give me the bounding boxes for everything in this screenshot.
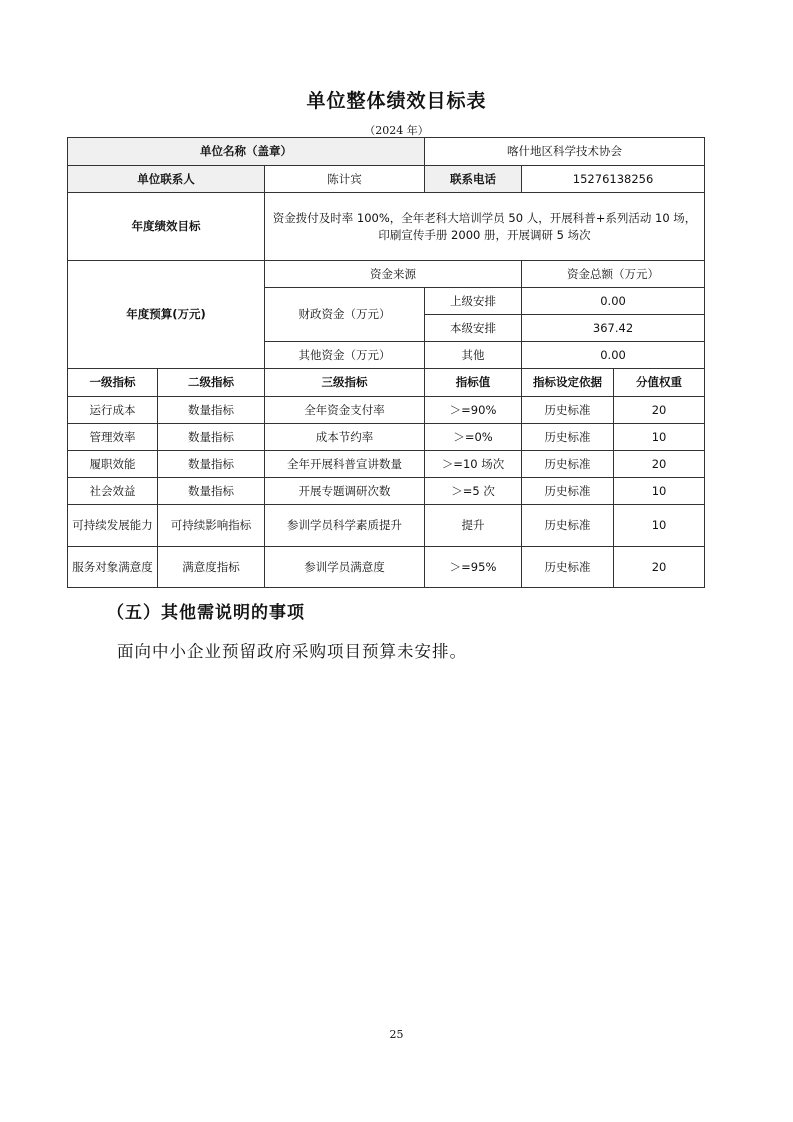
weight-cell: 20 xyxy=(614,547,705,588)
level2-cell: 满意度指标 xyxy=(158,547,265,588)
other-label: 其他资金（万元） xyxy=(265,342,425,369)
value-cell: ＞=0% xyxy=(425,424,522,451)
section-text: 面向中小企业预留政府采购项目预算未安排。 xyxy=(117,642,467,661)
level3-cell: 全年开展科普宣讲数量 xyxy=(265,451,425,478)
header-level1: 一级指标 xyxy=(68,369,158,397)
level1-cell: 履职效能 xyxy=(68,451,158,478)
goal-label: 年度绩效目标 xyxy=(68,193,265,261)
upper-value: 0.00 xyxy=(522,288,705,315)
total-header: 资金总额（万元） xyxy=(522,261,705,288)
header-level2: 二级指标 xyxy=(158,369,265,397)
unit-name-row xyxy=(68,138,705,166)
other-value: 0.00 xyxy=(522,342,705,369)
year-label: （2024 年） xyxy=(364,124,429,137)
table-row xyxy=(68,547,705,588)
header-basis: 指标设定依据 xyxy=(522,369,614,397)
goal-text-line1: 资金拨付及时率 100%，全年老科大培训学员 50 人，开展科普+系列活动 10 场， xyxy=(272,210,697,225)
basis-cell: 历史标准 xyxy=(522,451,614,478)
page-number: 25 xyxy=(389,1028,404,1041)
value-cell: ＞=95% xyxy=(425,547,522,588)
basis-cell: 历史标准 xyxy=(522,478,614,505)
level2-cell: 数量指标 xyxy=(158,451,265,478)
level2-cell: 数量指标 xyxy=(158,424,265,451)
weight-cell: 10 xyxy=(614,505,705,547)
level2-cell: 可持续影响指标 xyxy=(158,505,265,547)
level1-cell: 服务对象满意度 xyxy=(68,547,158,588)
weight-cell: 20 xyxy=(614,451,705,478)
level1-cell: 运行成本 xyxy=(68,397,158,424)
contact-value: 陈计宾 xyxy=(265,166,425,193)
goal-text-line2: 印刷宣传手册 2000 册，开展调研 5 场次 xyxy=(378,227,591,242)
indicator-header-row xyxy=(68,369,705,397)
level3-cell: 成本节约率 xyxy=(265,424,425,451)
phone-label: 联系电话 xyxy=(425,166,522,193)
local-label: 本级安排 xyxy=(425,315,522,342)
table-row xyxy=(68,478,705,505)
weight-cell: 20 xyxy=(614,397,705,424)
header-value: 指标值 xyxy=(425,369,522,397)
source-header: 资金来源 xyxy=(265,261,522,288)
local-value: 367.42 xyxy=(522,315,705,342)
value-cell: ＞=10 场次 xyxy=(425,451,522,478)
table-row xyxy=(68,451,705,478)
level1-cell: 管理效率 xyxy=(68,424,158,451)
level1-cell: 可持续发展能力 xyxy=(68,505,158,547)
contact-label: 单位联系人 xyxy=(68,166,265,193)
goal-row xyxy=(68,193,705,261)
budget-header-row xyxy=(68,261,705,288)
table-row xyxy=(68,397,705,424)
other-sub-label: 其他 xyxy=(425,342,522,369)
value-cell: ＞=90% xyxy=(425,397,522,424)
basis-cell: 历史标准 xyxy=(522,505,614,547)
header-weight: 分值权重 xyxy=(614,369,705,397)
weight-cell: 10 xyxy=(614,478,705,505)
value-cell: 提升 xyxy=(425,505,522,547)
table-row xyxy=(68,505,705,547)
header-level3: 三级指标 xyxy=(265,369,425,397)
fiscal-label: 财政资金（万元） xyxy=(265,288,425,342)
level3-cell: 开展专题调研次数 xyxy=(265,478,425,505)
performance-table xyxy=(67,137,705,588)
section-heading: （五）其他需说明的事项 xyxy=(107,603,305,623)
budget-label: 年度预算(万元) xyxy=(68,261,265,369)
value-cell: ＞=5 次 xyxy=(425,478,522,505)
unit-name-value: 喀什地区科学技术协会 xyxy=(425,138,705,166)
basis-cell: 历史标准 xyxy=(522,424,614,451)
level3-cell: 参训学员满意度 xyxy=(265,547,425,588)
unit-name-label: 单位名称（盖章） xyxy=(68,138,425,166)
goal-text xyxy=(265,193,705,261)
weight-cell: 10 xyxy=(614,424,705,451)
upper-label: 上级安排 xyxy=(425,288,522,315)
level3-cell: 全年资金支付率 xyxy=(265,397,425,424)
table-title: 单位整体绩效目标表 xyxy=(306,90,487,112)
basis-cell: 历史标准 xyxy=(522,547,614,588)
level1-cell: 社会效益 xyxy=(68,478,158,505)
contact-row xyxy=(68,166,705,193)
basis-cell: 历史标准 xyxy=(522,397,614,424)
level2-cell: 数量指标 xyxy=(158,478,265,505)
level3-cell: 参训学员科学素质提升 xyxy=(265,505,425,547)
table-row xyxy=(68,424,705,451)
phone-value: 15276138256 xyxy=(522,166,705,193)
level2-cell: 数量指标 xyxy=(158,397,265,424)
